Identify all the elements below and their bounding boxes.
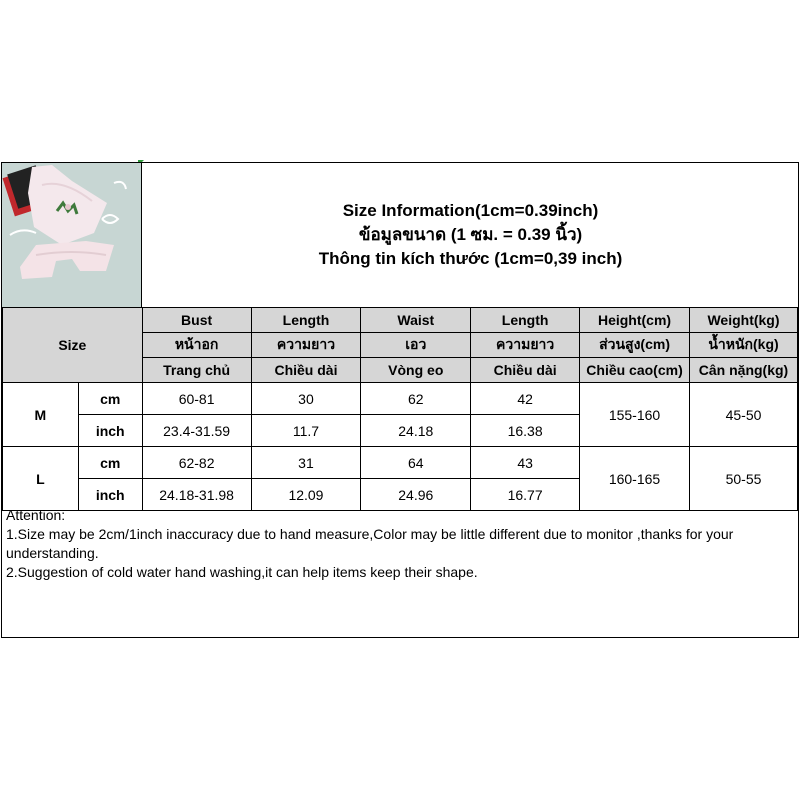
cell-waist: 24.96 bbox=[361, 479, 471, 511]
col-waist-vi: Vòng eo bbox=[361, 358, 471, 383]
col-length-vi: Chiều dài bbox=[251, 358, 361, 383]
cell-length2: 16.38 bbox=[471, 415, 580, 447]
attention-notes bbox=[2, 504, 798, 584]
cell-length2: 16.77 bbox=[471, 479, 580, 511]
col-length2-th: ความยาว bbox=[471, 333, 580, 358]
size-table bbox=[2, 307, 798, 511]
table-row bbox=[3, 447, 798, 479]
cell-length2: 43 bbox=[471, 447, 580, 479]
cell-height: 155-160 bbox=[580, 383, 690, 447]
chart-header bbox=[2, 163, 798, 308]
col-height-th: ส่วนสูง(cm) bbox=[580, 333, 690, 358]
cell-bust: 60-81 bbox=[142, 383, 251, 415]
unit-inch: inch bbox=[78, 479, 142, 511]
cell-bust: 23.4-31.59 bbox=[142, 415, 251, 447]
product-photo-icon bbox=[2, 163, 142, 307]
cell-length: 12.09 bbox=[251, 479, 361, 511]
size-m: M bbox=[3, 383, 79, 447]
cell-waist: 24.18 bbox=[361, 415, 471, 447]
cell-length: 31 bbox=[251, 447, 361, 479]
col-height-vi: Chiều cao(cm) bbox=[580, 358, 690, 383]
notes-line-2: 2.Suggestion of cold water hand washing,it can help items keep their shape. bbox=[6, 564, 478, 580]
unit-cm: cm bbox=[78, 383, 142, 415]
size-l: L bbox=[3, 447, 79, 511]
unit-inch: inch bbox=[78, 415, 142, 447]
cell-bust: 62-82 bbox=[142, 447, 251, 479]
notes-line-1: 1.Size may be 2cm/1inch inaccuracy due to hand measure,Color may be little different due to monitor ,thanks for your understanding. bbox=[6, 526, 734, 561]
col-bust-vi: Trang chủ bbox=[142, 358, 251, 383]
cell-length2: 42 bbox=[471, 383, 580, 415]
col-waist-th: เอว bbox=[361, 333, 471, 358]
cell-waist: 64 bbox=[361, 447, 471, 479]
size-header: Size bbox=[3, 308, 143, 383]
cell-weight: 50-55 bbox=[690, 447, 798, 511]
col-length2-en: Length bbox=[471, 308, 580, 333]
cell-weight: 45-50 bbox=[690, 383, 798, 447]
col-height-en: Height(cm) bbox=[580, 308, 690, 333]
col-length2-vi: Chiều dài bbox=[471, 358, 580, 383]
col-weight-en: Weight(kg) bbox=[690, 308, 798, 333]
cell-waist: 62 bbox=[361, 383, 471, 415]
col-bust-en: Bust bbox=[142, 308, 251, 333]
title-thai: ข้อมูลขนาด (1 ซม. = 0.39 นิ้ว) bbox=[358, 225, 583, 244]
col-bust-th: หน้าอก bbox=[142, 333, 251, 358]
cell-length: 30 bbox=[251, 383, 361, 415]
title-english: Size Information(1cm=0.39inch) bbox=[342, 201, 599, 220]
cell-length: 11.7 bbox=[251, 415, 361, 447]
title-vietnamese: Thông tin kích thước (1cm=0,39 inch) bbox=[318, 249, 623, 268]
product-photo bbox=[2, 163, 142, 307]
col-length-en: Length bbox=[251, 308, 361, 333]
size-chart bbox=[1, 162, 799, 638]
col-length-th: ความยาว bbox=[251, 333, 361, 358]
col-weight-th: น้ำหนัก(kg) bbox=[690, 333, 798, 358]
col-weight-vi: Cân nặng(kg) bbox=[690, 358, 798, 383]
cell-height: 160-165 bbox=[580, 447, 690, 511]
chart-titles bbox=[143, 163, 798, 307]
cell-bust: 24.18-31.98 bbox=[142, 479, 251, 511]
unit-cm: cm bbox=[78, 447, 142, 479]
col-waist-en: Waist bbox=[361, 308, 471, 333]
table-row bbox=[3, 383, 798, 415]
notes-heading: Attention: bbox=[6, 507, 66, 523]
